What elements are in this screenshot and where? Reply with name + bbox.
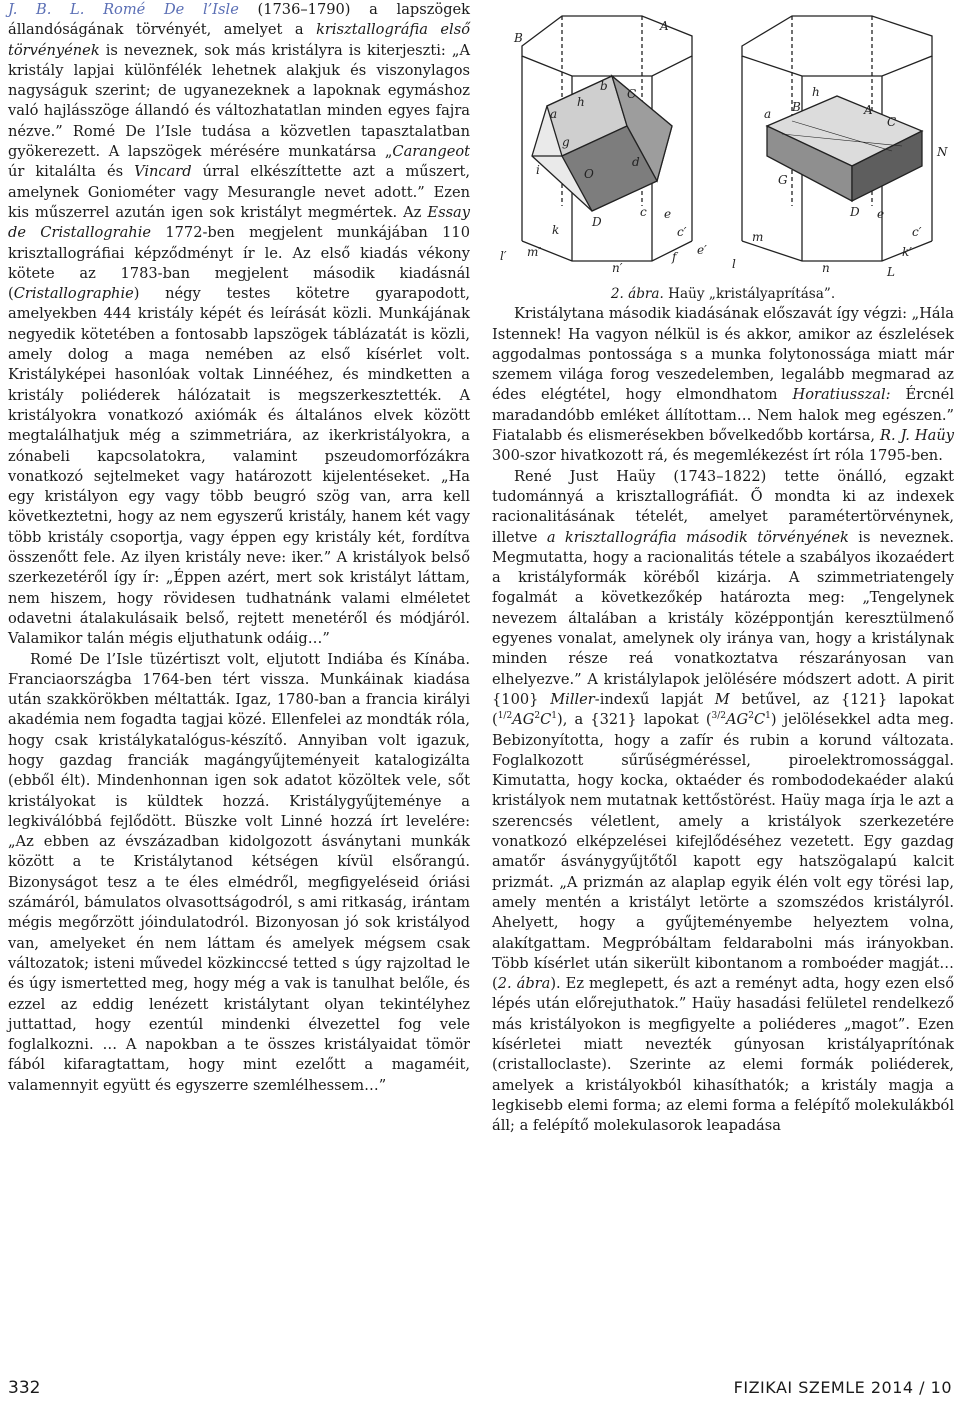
- svg-text:n′: n′: [612, 261, 623, 275]
- svg-text:b: b: [600, 79, 608, 93]
- svg-text:C: C: [887, 115, 897, 129]
- svg-text:B: B: [792, 100, 801, 114]
- svg-text:C: C: [627, 87, 637, 101]
- svg-text:m′: m′: [527, 245, 542, 259]
- svg-text:B: B: [514, 31, 523, 45]
- journal-footer: FIZIKAI SZEMLE 2014 / 10: [733, 1378, 952, 1397]
- svg-text:m: m: [752, 230, 764, 244]
- page-number: 332: [8, 1378, 41, 1398]
- svg-text:i: i: [536, 163, 540, 177]
- left-column: [8, 0, 470, 1096]
- left-paragraph-1: J. B. L. Romé De l’Isle (1736–1790) a lapszögek állandóságának törvényét, amelyet a krisztallográfia első törvényének is neveznek, sok más kristályra is kiterjeszti: „A kristály lapjai különfélék lehetnek alakjuk és viszonylagos nagyságuk szerint; de ugyanezeknek a lapoknak egymáshoz való hajlásszöge állandó és változhatatlan minden egyes fajra nézve.” Romé De l’Isle tudása a közvetlen tapasztalatban gyökerezett. A lapszögek mérésére munkatársa „Carangeot úr kitalálta és Vincard úrral elkészíttette azt a műszert, amelynek Goniométer vagy Mesurangle nevet adott.” Ezen kis műszerrel azután igen sok kristályt megmértek. Az Essay de Cristallograhie 1772-ben megjelent munkájában 110 krisztallográfiai képződményt ír le. Az első kiadás vékony kötete az 1783-ban megjelent második kiadásnál (Cristallographie) négy testes kötetre gyarapodott, amelyekben 444 kristály képét és leírását közli. Munkájának negyedik kötetében a fontosabb lapszögek táblázatát is közli, amely dolog a maga nemében az első kísérlet volt. Kristályképei hasonlóak voltak Linnééhez, és mindketten a kristály poliéderek hálózatait is megszerkesztették. A kristályokra vonatkozó axiómák és általános elvek között megtalálhatjuk még a szimmetriára, az ikerkristályokra, a zónabeli kapcsolatokra, valamint pszeudomorfózákra vonatkozó sejtelmeket vagy határozott kijelentéseket. „Ha egy kristályon egy vagy több beugró szög van, arra kell következtetni, hogy az nem egyszerű kristály, hanem két vagy több kristály csoportja, vagy éppen egy kristály két, fordítva összenőtt fele. Az ilyen kristály neve: iker.” A kristályok belső szerkezetéről így ír: „Éppen azért, mert sok kristályt láttam, nem hiszem, hogy rövidesen tudhatnánk valami elméletet odavetni átalakulásaik belső, rejtett menetéről és módjáról. Valamikor talán mégis eljuthatunk odáig…”: [8, 1, 471, 648]
- left-paragraph-2: Romé De l’Isle tüzértiszt volt, eljutott Indiába és Kínába. Franciaországba 1764-ben tért vissza. Munkáinak kiadása után szakkörökben méltatták. Igaz, 1780-ban a francia királyi akadémia nem fogadta tagjai közé. Ellenfelei az mondták róla, hogy csak kristálykatalógus-készítő. Annyiban volt igazuk, hogy gazdag franciák magángyűjteményeit katalogizálta (ebből élt). Mindenhonnan igen sok adatot közöltek vele, sőt kristályokat is küldtek hozzá. Kristálygyűjteménye a legkiválóbbá fejlődött. Büszke volt Linné hozzá írt levelére: „Az ebben az évszázadban kidolgozott ásványtani munkák között a te Kristálytanod kétségen kívül elsőrangú. Bizonyságot tesz a te éles elmédről, megfigyeléseid óriási számáról, bámulatos olvasottságodról, s ami ritkaság, irántam mégis megőrzött jóindulatodról. Bizonyosan jó sok kristályod van, amelyeket én nem láttam és amelyek mégsem csak változatok; isteni művedel közkinccsé tetted s úgy rajzoltad le és úgy ismertetted meg, hogy még a vak is tanulhat belőle, és ezzel az eddig lenézett kristálytant olyan tekintélyhez juttattad, hogy ezentúl mindenki élvezettel fog vele foglalkozni. … A napokban a te összes kristályaidat tömör fából kifaragtattam, hogy mint ezelőtt a magaméit, valamennyit együtt és egyszerre szemlélhessem…”: [8, 650, 470, 1094]
- svg-text:c: c: [640, 205, 647, 219]
- second-law-term: a krisztallográfia második törvényének: [546, 528, 849, 546]
- right-paragraph-2: René Just Haüy (1743–1822) tette önálló, egzakt tudománnyá a krisztallográfiát. Ő mondta ki az indexek racionalitásának tételét, amelyet paramétertörvénynek, illetve a krisztallográfia második törvényének is neveznek. Megmutatta, hogy a racionalitás tétele a szabályos ikozaédert a kristályformák köréből kizárja. A szimmetriatengely fogalmát a következőkép határozta meg: „Tengelynek nevezem általában a kristály középpontján keresztülmenő egyenes vonalat, amelynek oly iránya van, hogy a kristálynak minden része reá vonatkoztatva részarányosan van elhelyezve.” A kristálylapok jelölésére módszert adott. A pirit {100} Miller-indexű lapját M betűvel, az {121} lapokat $(^{1/2}AG^2C^1)$, a {321} lapokat $(^{3/2}AG^2C^1)$ jelölésekkel adta meg. Bebizonyította, hogy a zafír és rubin a korund változata. Foglalkozott sűrűségméréssel, piroelektromossággal. Kimutatta, hogy kocka, oktaéder és rombododekaéder alakú kristályok nem mutatnak kettőstörést. Haüy maga írja le azt a szerencsés véletlent, amely a kristályok szerkezetére vonatkozó elképzelései kifejlődéséhez vezetett. Egy gazdag amatőr ásványgyűjtőtől kapott egy hatszögalapú kalcit prizmát. „A prizmán az alaplap egyik élén volt egy törési lap, amely mentén a kristályt letörte a szomszédos kristályról. Ahelyett, hogy a gyűjteményembe helyeztem volna, alakítgattam. Megpróbáltam feldarabolni más irányokban. Több kísérlet után sikerült kibontanom a romboéder magját… (2. ábra). Ez meglepett, és azt a reményt adta, hogy ezen első lépés után előrejuthatok.” Haüy hasadási felületel rendelkező más kristályokon is megfigyelte a poliéderes „magot”. Ezen kísérletei miatt nevezték gúnyosan kristályaprítónak (cristalloclaste). Szerinte az elemi formák poliéderek, amelyek a kristályokból kihasíthatók; a kristály magja a legkisebb elemi forma; az elemi forma a felépítő molekulákból áll; a felépítő molekulasorok leapadása: [492, 467, 954, 1135]
- svg-text:A: A: [864, 103, 873, 117]
- person-rome-de-lisle: Romé De l’Isle: [103, 1, 239, 18]
- svg-text:e: e: [877, 207, 885, 221]
- svg-text:D: D: [850, 205, 860, 219]
- author-initials: J. B. L.: [8, 1, 85, 18]
- svg-text:D: D: [592, 215, 602, 229]
- svg-text:h: h: [577, 95, 585, 109]
- svg-text:k: k: [552, 223, 560, 237]
- crystal-cleavage-illustration: [492, 6, 954, 278]
- svg-text:e′: e′: [697, 243, 707, 257]
- svg-text:h: h: [812, 85, 820, 99]
- svg-text:f: f: [672, 250, 677, 264]
- figure-crystal-drawing: [492, 6, 954, 278]
- svg-text:d: d: [632, 155, 640, 169]
- svg-text:a: a: [550, 107, 558, 121]
- svg-text:l′: l′: [500, 249, 507, 263]
- svg-text:O: O: [584, 167, 594, 181]
- svg-text:a: a: [764, 107, 772, 121]
- svg-text:k′: k′: [902, 245, 912, 259]
- svg-text:G: G: [778, 173, 788, 187]
- svg-text:c′: c′: [677, 225, 687, 239]
- svg-text:n: n: [822, 261, 830, 275]
- figure-caption: 2. ábra. Haüy „kristályaprítása”.: [610, 286, 836, 302]
- svg-text:g: g: [562, 135, 570, 149]
- svg-text:l: l: [732, 257, 736, 271]
- svg-text:c′: c′: [912, 225, 922, 239]
- first-law-term: krisztallográfia első törvényének: [8, 21, 470, 59]
- svg-text:A: A: [660, 19, 669, 33]
- svg-text:e: e: [664, 207, 672, 221]
- svg-text:L: L: [887, 265, 895, 278]
- svg-text:N: N: [937, 145, 948, 159]
- right-paragraph-1: Kristálytana második kiadásának előszavát így végzi: „Hála Istennek! Ha vagyon nélkül is és akkor, amikor az észlelések aggodalmas pontossága s a munka folytonossága miatt már szemem világa forog veszedelemben, legalább megmarad az édes elégtétel, hogy elmondhatom Horatiusszal: Ércnél maradandóbb emléket állítottam… Nem halok meg egészen.” Fiatalabb és elismerésekben bővelkedőbb kortársa, R. J. Haüy 300-szor hivatkozott rá, és megemlékezést írt róla 1795-ben.: [492, 305, 954, 465]
- right-column: [492, 6, 954, 1136]
